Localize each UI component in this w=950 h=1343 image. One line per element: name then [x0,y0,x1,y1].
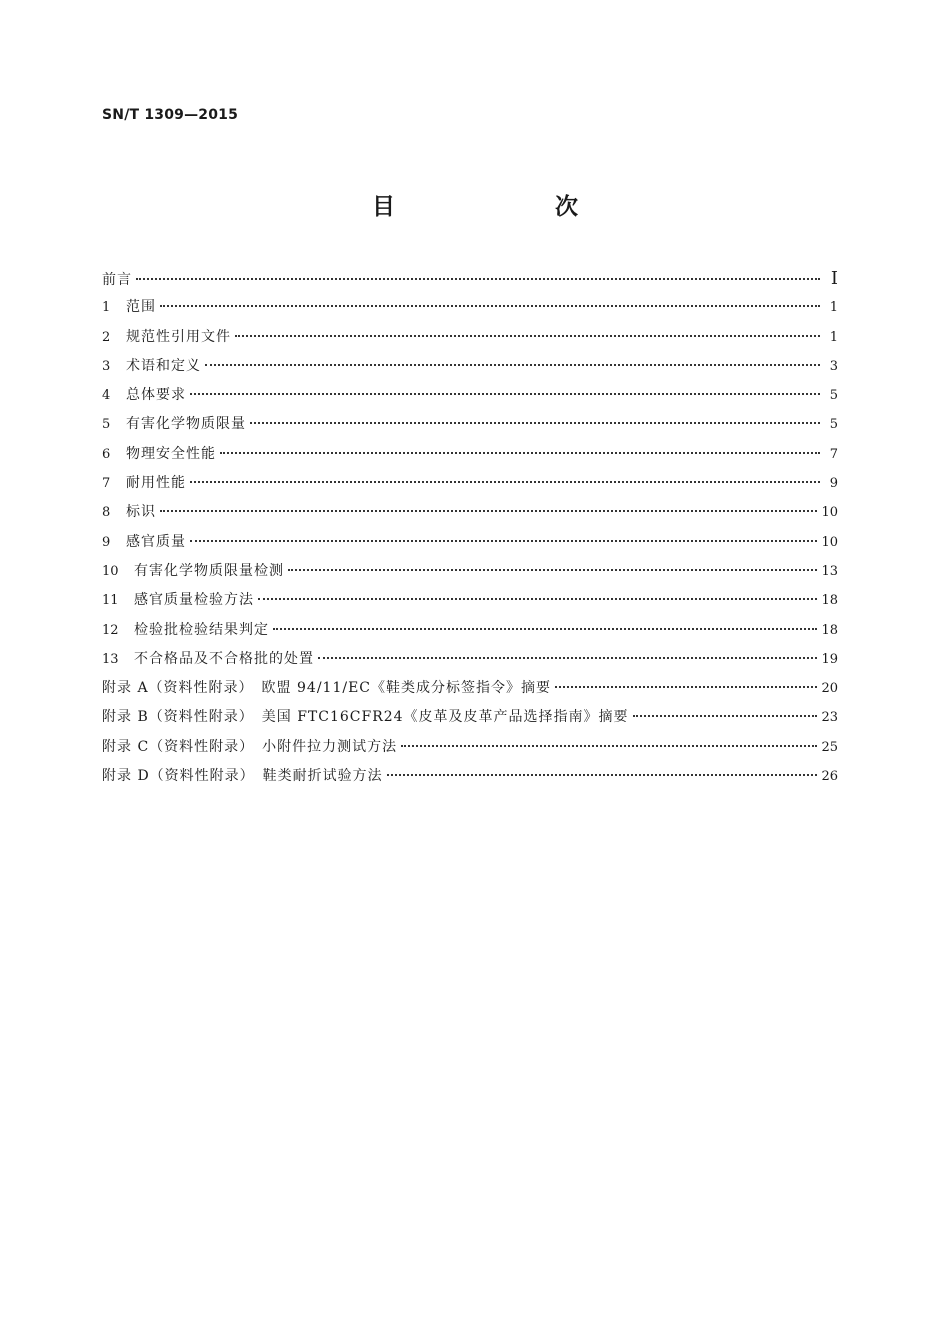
toc-entry-number: 7 [102,476,111,492]
toc-entry-label [102,266,132,295]
toc-entry-text: 物理安全性能 [126,445,216,462]
toc-entry-label [102,323,231,352]
toc-entry-label [102,498,156,527]
toc-entry[interactable] [102,586,838,615]
toc-dot-leader [190,481,820,483]
toc-entry[interactable] [102,381,838,410]
toc-entry-number: 5 [102,417,111,433]
toc-entry-page: 5 [829,388,838,404]
toc-entry-label [102,762,383,791]
toc-entry-text: 耐用性能 [126,475,186,492]
toc-entry-text: 范围 [126,299,156,316]
table-of-contents [102,264,838,791]
toc-entry-label [102,410,246,439]
toc-entry-page: 1 [829,300,838,316]
toc-entry-page: 26 [821,769,838,785]
toc-dot-leader [190,540,817,542]
toc-dot-leader [555,686,817,688]
toc-entry[interactable] [102,352,838,381]
toc-entry[interactable] [102,762,838,791]
toc-entry-label [102,703,629,732]
toc-entry[interactable] [102,557,838,586]
toc-entry-number: 11 [102,593,119,609]
toc-entry[interactable] [102,616,838,645]
toc-entry-number: 8 [102,505,111,521]
toc-dot-leader [160,305,820,307]
toc-dot-leader [288,569,817,571]
toc-entry-page: 5 [829,417,838,433]
toc-entry-page: I [830,268,838,289]
toc-entry-number: 2 [102,329,111,345]
toc-entry-label [102,440,216,469]
toc-entry-label [102,586,254,615]
toc-entry[interactable] [102,264,838,293]
toc-entry-number: 3 [102,358,111,374]
toc-entry[interactable] [102,498,838,527]
toc-entry[interactable] [102,674,838,703]
toc-entry-label [102,557,284,586]
toc-entry-text: 前言 [102,272,132,288]
toc-entry-text: 附录 D（资料性附录） 鞋类耐折试验方法 [102,768,383,785]
toc-entry-page: 13 [821,563,838,579]
toc-dot-leader [235,335,820,337]
toc-entry-page: 10 [821,534,838,550]
toc-dot-leader [318,657,817,659]
toc-entry-page: 23 [821,710,838,726]
toc-entry-page: 19 [821,651,838,667]
toc-entry[interactable] [102,703,838,732]
toc-entry-text: 感官质量检验方法 [134,592,254,609]
toc-entry-label [102,352,201,381]
toc-dot-leader [220,452,820,454]
toc-entry-label [102,645,314,674]
toc-entry-text: 规范性引用文件 [126,328,231,345]
toc-entry-text: 不合格品及不合格批的处置 [134,650,314,667]
toc-dot-leader [258,598,817,600]
toc-entry-page: 20 [821,681,838,697]
toc-entry-page: 25 [821,739,838,755]
page-title: 目 次 [372,194,616,220]
toc-entry-number: 10 [102,563,119,579]
toc-dot-leader [387,774,818,776]
toc-entry-page: 3 [829,358,838,374]
toc-entry-text: 有害化学物质限量 [126,416,246,433]
toc-entry-text: 术语和定义 [126,357,201,374]
toc-entry-page: 1 [829,329,838,345]
toc-entry-label [102,469,186,498]
toc-entry-label [102,616,269,645]
toc-entry-text: 附录 C（资料性附录） 小附件拉力测试方法 [102,738,398,755]
toc-dot-leader [401,745,817,747]
toc-entry-page: 9 [829,476,838,492]
toc-dot-leader [273,628,817,630]
toc-dot-leader [136,278,820,280]
toc-entry-page: 18 [821,622,838,638]
toc-entry-number: 6 [102,446,111,462]
toc-entry-label [102,674,551,703]
toc-entry-text: 检验批检验结果判定 [134,621,269,638]
toc-entry-text: 附录 B（资料性附录） 美国 FTC16CFR24《皮革及皮革产品选择指南》摘要 [102,709,629,726]
toc-entry-number: 1 [102,300,111,316]
toc-entry[interactable] [102,645,838,674]
toc-entry-text: 感官质量 [126,533,186,550]
toc-entry-label [102,293,156,322]
toc-entry-page: 18 [821,593,838,609]
toc-entry[interactable] [102,410,838,439]
toc-dot-leader [633,715,818,717]
toc-dot-leader [205,364,820,366]
toc-entry-number: 4 [102,388,111,404]
toc-entry-number: 9 [102,534,111,550]
toc-entry-page: 7 [829,446,838,462]
toc-entry-text: 附录 A（资料性附录） 欧盟 94/11/EC《鞋类成分标签指令》摘要 [102,680,552,697]
toc-entry[interactable] [102,733,838,762]
toc-entry-label [102,381,186,410]
toc-entry[interactable] [102,323,838,352]
toc-entry-text: 标识 [126,504,156,521]
toc-entry[interactable] [102,469,838,498]
toc-entry[interactable] [102,440,838,469]
toc-entry-label [102,733,397,762]
toc-dot-leader [250,422,820,424]
document-code: SN/T 1309—2015 [102,107,239,123]
toc-entry[interactable] [102,293,838,322]
toc-entry[interactable] [102,528,838,557]
toc-entry-text: 有害化学物质限量检测 [134,562,284,579]
toc-dot-leader [190,393,820,395]
toc-entry-text: 总体要求 [126,387,186,404]
toc-entry-page: 10 [821,505,838,521]
toc-entry-number: 13 [102,651,119,667]
toc-dot-leader [160,510,817,512]
toc-entry-number: 12 [102,622,119,638]
toc-entry-label [102,528,186,557]
